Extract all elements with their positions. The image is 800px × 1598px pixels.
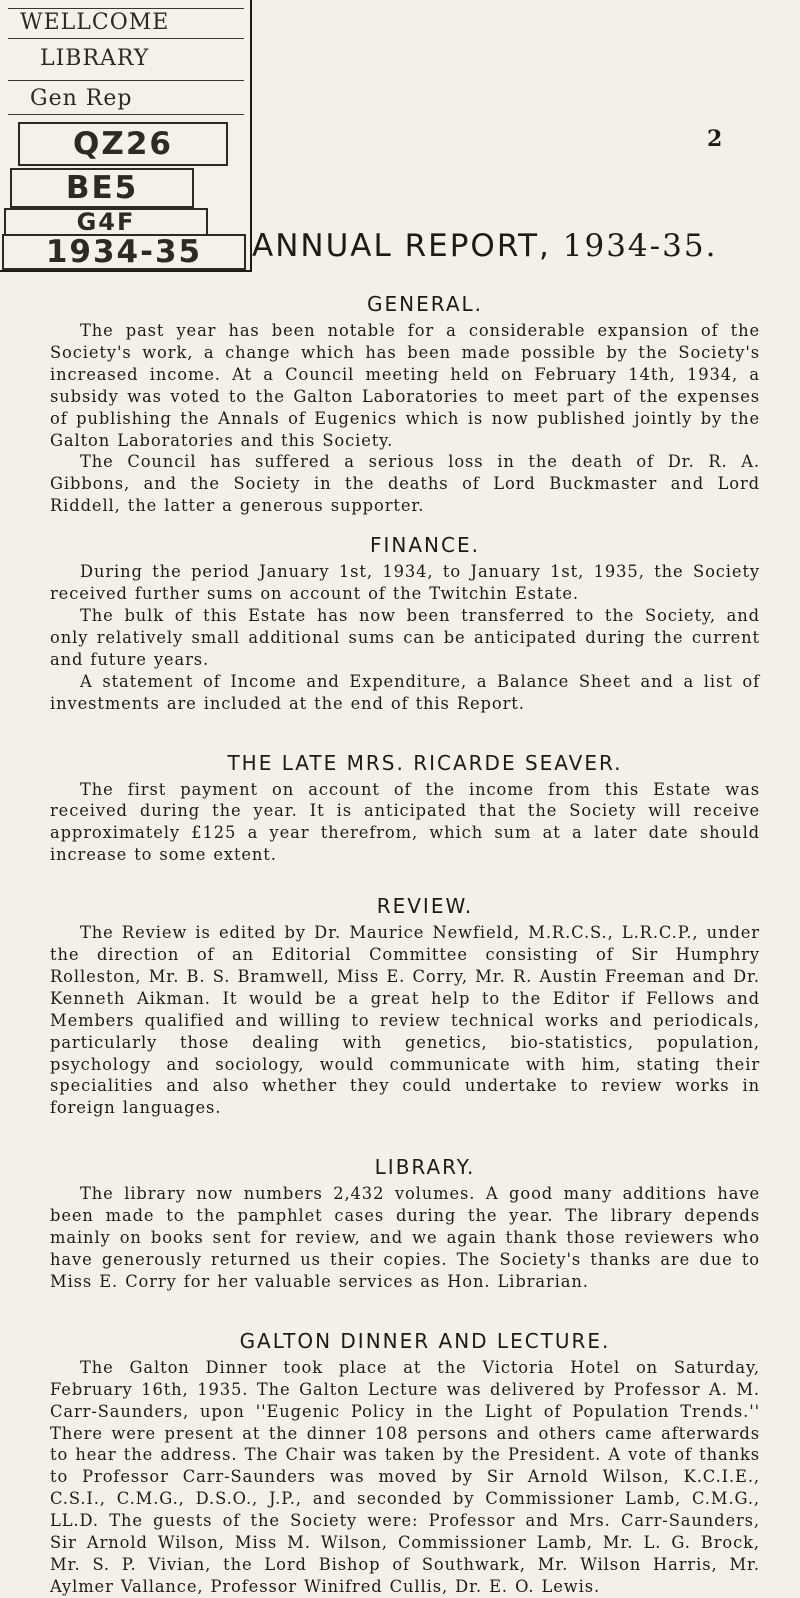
- paragraph: The Review is edited by Dr. Maurice Newfield, M.R.C.S., L.R.C.P., under the direction of an Editorial Committee consisting of Sir Humphry Rolleston, Mr. B. S. Bramwell, Miss E. Corry, Mr. R. Austin Freeman and Dr. Kenneth Aikman. It would be a great help to the Editor if Fellows and Members qualified and willing to review technical works and periodicals, particularly those dealing with genetics, bio-statistics, population, psychology and sociology, would communicate with him, stating their specialities and also whether they could undertake to review works in foreign languages.: [50, 923, 760, 1118]
- section-finance: [50, 533, 760, 714]
- section-heading: THE LATE MRS. RICARDE SEAVER.: [227, 750, 623, 775]
- paragraph: During the period January 1st, 1934, to January 1st, 1935, the Society received further sums on account of the Twitchin Estate.: [50, 562, 760, 604]
- stamp-line-3: Gen Rep: [30, 86, 133, 111]
- section-heading: GENERAL.: [367, 292, 483, 316]
- paragraph: The past year has been notable for a considerable expansion of the Society's work, a change which has been made possible by the Society's increased income. At a Council meeting held on February 14th, 1934, a subsidy was voted to the Galton Laboratories to meet part of the expenses of publishing the Annals of Eugenics which is now published jointly by the Galton Laboratories and this Society.: [50, 321, 760, 450]
- report-title: [252, 228, 717, 264]
- stamp-line-1: WELLCOME: [20, 10, 170, 35]
- library-stamp: [0, 0, 252, 272]
- section-general: [50, 292, 760, 517]
- stamp-box-1: QZ26: [18, 122, 228, 166]
- section-library: [50, 1155, 760, 1293]
- stamp-line-2: LIBRARY: [40, 46, 150, 71]
- paragraph: The Galton Dinner took place at the Victoria Hotel on Saturday, February 16th, 1935. The Galton Lecture was delivered by Professor A. M. Carr-Saunders, upon ''Eugenic Policy in the Light of Population Trends.'' There were present at the dinner 108 persons and others came afterwards to hear the address. The Chair was taken by the President. A vote of thanks to Professor Carr-Saunders was moved by Sir Arnold Wilson, K.C.I.E., C.S.I., C.M.G., D.S.O., J.P., and seconded by Commissioner Lamb, C.M.G., LL.D. The guests of the Society were: Professor and Mrs. Carr-Saunders, Sir Arnold Wilson, Miss M. Wilson, Commissioner Lamb, Mr. L. G. Brock, Mr. S. P. Vivian, the Lord Bishop of Southwark, Mr. Wilson Harris, Mr. Aylmer Vallance, Professor Winifred Cullis, Dr. E. O. Lewis.: [50, 1357, 760, 1596]
- section-galton-dinner: [50, 1329, 760, 1598]
- report-title-main: ANNUAL REPORT,: [252, 228, 551, 264]
- section-heading: REVIEW.: [376, 894, 474, 919]
- section-heading: FINANCE.: [370, 533, 480, 558]
- stamp-box-4: 1934-35: [2, 234, 246, 270]
- paragraph: The first payment on account of the income from this Estate was received during the year. It is anticipated that the Society will receive approximately £125 a year therefrom, which sum at a later date should increase to some extent.: [50, 779, 760, 865]
- report-body: [50, 292, 760, 1598]
- paragraph: A statement of Income and Expenditure, a Balance Sheet and a list of investments are included at the end of this Report.: [50, 671, 760, 713]
- paragraph: The library now numbers 2,432 volumes. A good many additions have been made to the pamphlet cases during the year. The library depends mainly on books sent for review, and we again thank those reviewers who have generously returned us their copies. The Society's thanks are due to Miss E. Corry for her valuable services as Hon. Librarian.: [50, 1184, 760, 1291]
- section-review: [50, 894, 760, 1119]
- section-seaver-estate: [50, 751, 760, 867]
- section-heading: GALTON DINNER AND LECTURE.: [239, 1328, 611, 1353]
- section-heading: LIBRARY.: [374, 1155, 476, 1180]
- stamp-box-2: BE5: [10, 168, 194, 208]
- paragraph: The bulk of this Estate has now been transferred to the Society, and only relatively small additional sums can be anticipated during the current and future years.: [50, 605, 760, 669]
- page-number: 2: [707, 126, 723, 152]
- stamp-box-3: G4F: [4, 208, 208, 236]
- report-title-year: 1934-35.: [562, 228, 718, 264]
- paragraph: The Council has suffered a serious loss in the death of Dr. R. A. Gibbons, and the Society in the deaths of Lord Buckmaster and Lord Riddell, the latter a generous supporter.: [50, 452, 760, 516]
